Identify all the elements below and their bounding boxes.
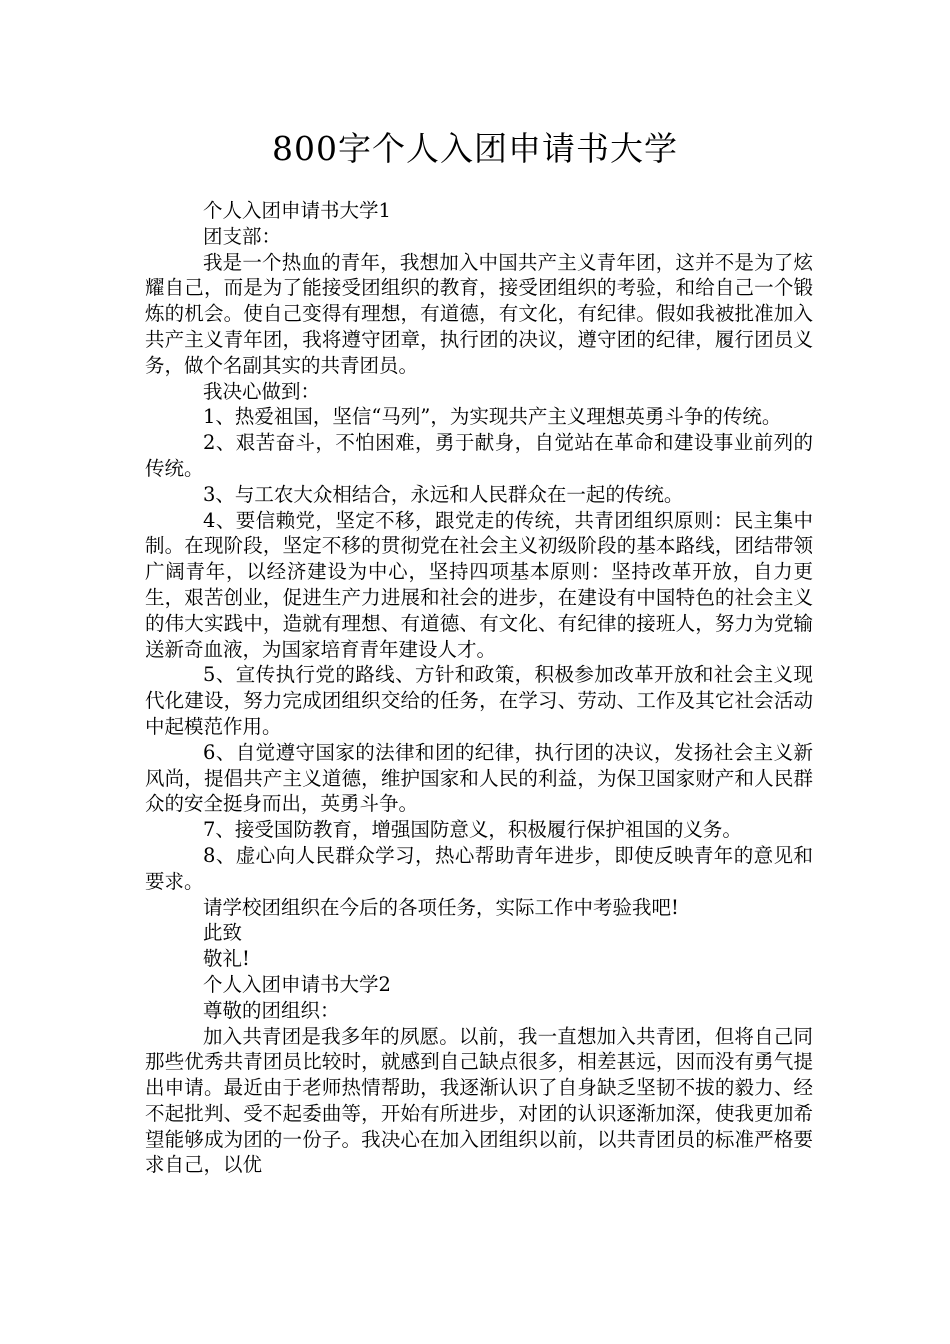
- salutation: 尊敬的团组织：: [203, 998, 340, 1022]
- list-item: 6、自觉遵守国家的法律和团的纪律，执行团的决议，发扬社会主义新风尚，提倡共产主义道德，维护国家和人民的利益，为保卫国家财产和人民群众的安全挺身而出，英勇斗争。: [145, 740, 813, 816]
- list-item: 7、接受国防教育，增强国防意义，积极履行保护祖国的义务。: [203, 818, 742, 842]
- list-item: 5、宣传执行党的路线、方针和政策，积极参加改革开放和社会主义现代化建设，努力完成团组织交给的任务，在学习、劳动、工作及其它社会活动中起模范作用。: [145, 663, 813, 738]
- list-item: 2、艰苦奋斗，不怕困难，勇于献身，自觉站在革命和建设事业前列的传统。: [145, 431, 813, 480]
- list-item: 3、与工农大众相结合，永远和人民群众在一起的传统。: [203, 482, 684, 506]
- body-paragraph: 请学校团组织在今后的各项任务，实际工作中考验我吧!: [203, 895, 679, 919]
- section-heading-2: 个人入团申请书大学2: [203, 972, 391, 996]
- document-body: [145, 198, 813, 1178]
- closing-line: 此致: [203, 921, 243, 945]
- closing-line: 敬礼!: [203, 947, 250, 971]
- body-paragraph: 我是一个热血的青年，我想加入中国共产主义青年团，这并不是为了炫耀自己，而是为了能接受团组织的教育，接受团组织的考验，和给自己一个锻炼的机会。使自己变得有理想，有道德，有文化，有纪律。假如我被批准加入共产主义青年团，我将遵守团章，执行团的决议，遵守团的纪律，履行团员义务，做个名副其实的共青团员。: [145, 250, 813, 377]
- body-paragraph: 我决心做到：: [203, 379, 321, 403]
- body-paragraph: 加入共青团是我多年的夙愿。以前，我一直想加入共青团，但将自己同那些优秀共青团员比较时，就感到自己缺点很多，相差甚远，因而没有勇气提出申请。最近由于老师热情帮助，我逐渐认识了自身缺乏坚韧不拔的毅力、经不起批判、受不起委曲等，开始有所进步，对团的认识逐渐加深，使我更加希望能够成为团的一份子。我决心在加入团组织以前，以共青团员的标准严格要求自己，以优: [145, 1024, 813, 1177]
- list-item: 4、要信赖党，坚定不移，跟党走的传统，共青团组织原则：民主集中制。在现阶段，坚定不移的贯彻党在社会主义初级阶段的基本路线，团结带领广阔青年，以经济建设为中心，坚持四项基本原则：坚持改革开放，自力更生，艰苦创业，促进生产力进展和社会的进步，在建设有中国特色的社会主义的伟大实践中，造就有理想、有道德、有文化、有纪律的接班人，努力为党输送新奇血液，为国家培育青年建设人才。: [145, 508, 813, 661]
- document-title: 800字个人入团申请书大学: [272, 129, 678, 168]
- list-item: 1、热爱祖国，坚信“马列”，为实现共产主义理想英勇斗争的传统。: [203, 405, 782, 429]
- salutation: 团支部：: [203, 224, 282, 248]
- list-item: 8、虚心向人民群众学习，热心帮助青年进步，即使反映青年的意见和要求。: [145, 843, 813, 893]
- section-heading-1: 个人入团申请书大学1: [203, 199, 391, 222]
